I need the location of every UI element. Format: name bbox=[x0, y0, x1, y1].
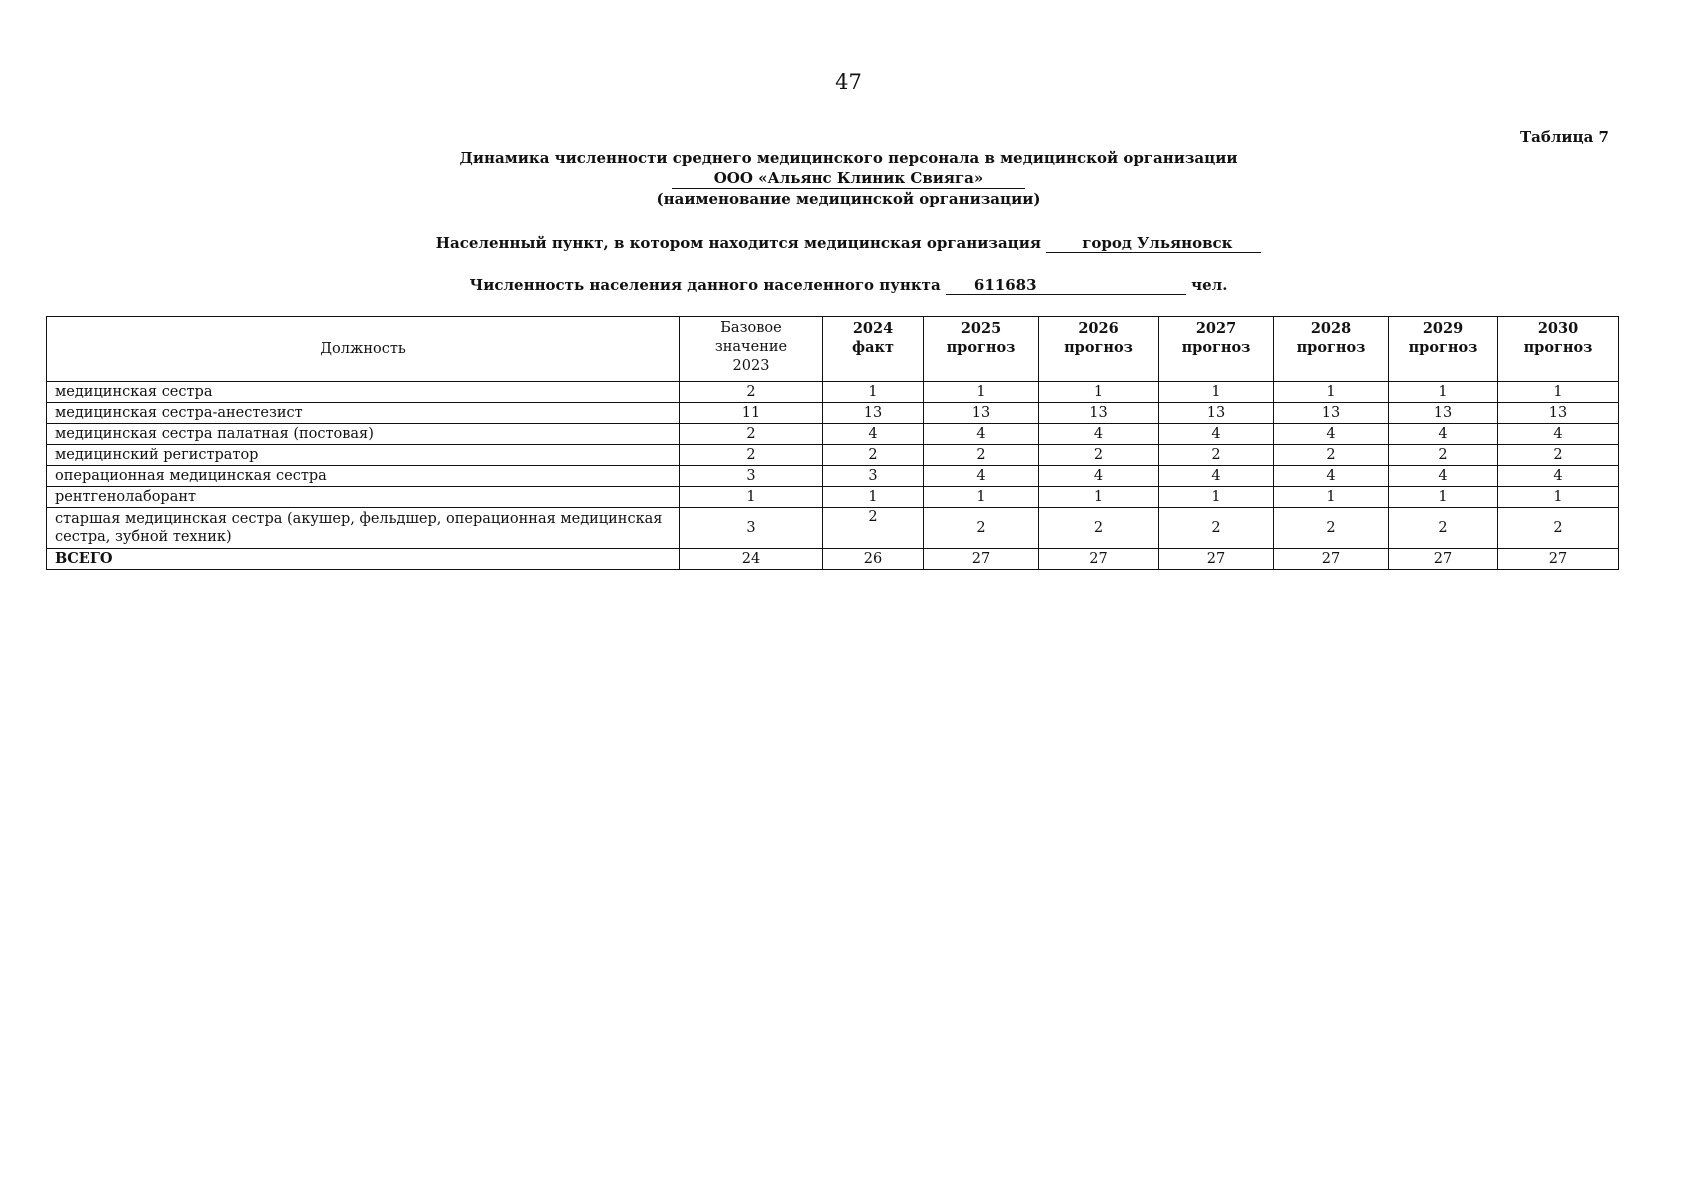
total-cell: 27 bbox=[1159, 549, 1274, 570]
page-number: 47 bbox=[835, 70, 862, 94]
value-cell: 1 bbox=[1389, 382, 1498, 403]
value-cell: 13 bbox=[1039, 403, 1159, 424]
total-cell: 27 bbox=[1389, 549, 1498, 570]
total-cell: 26 bbox=[823, 549, 924, 570]
total-label: ВСЕГО bbox=[47, 549, 680, 570]
settlement-line bbox=[0, 234, 1697, 253]
value-cell: 4 bbox=[1498, 424, 1619, 445]
value-cell: 1 bbox=[924, 382, 1039, 403]
value-cell: 4 bbox=[1389, 466, 1498, 487]
value-cell: 1 bbox=[823, 487, 924, 508]
value-cell: 2 bbox=[680, 424, 823, 445]
staff-table bbox=[46, 316, 1619, 570]
settlement-value: город Ульяновск bbox=[1046, 234, 1261, 253]
total-row bbox=[47, 549, 1619, 570]
year-header: 2028 прогноз bbox=[1274, 317, 1389, 382]
position-cell: рентгенолаборант bbox=[47, 487, 680, 508]
table-row bbox=[47, 382, 1619, 403]
value-cell: 2 bbox=[1498, 508, 1619, 549]
value-cell: 4 bbox=[1159, 424, 1274, 445]
value-cell: 4 bbox=[924, 424, 1039, 445]
settlement-label: Населенный пункт, в котором находится медицинская организация bbox=[435, 234, 1041, 252]
table-row bbox=[47, 424, 1619, 445]
value-cell: 2 bbox=[1274, 445, 1389, 466]
population-value: 611683 bbox=[946, 276, 1186, 295]
value-cell: 2 bbox=[680, 382, 823, 403]
value-cell: 13 bbox=[1159, 403, 1274, 424]
value-cell: 1 bbox=[1274, 382, 1389, 403]
table-row bbox=[47, 403, 1619, 424]
value-cell: 13 bbox=[924, 403, 1039, 424]
value-cell: 4 bbox=[823, 424, 924, 445]
total-cell: 27 bbox=[1498, 549, 1619, 570]
year-header: 2029 прогноз bbox=[1389, 317, 1498, 382]
value-cell: 3 bbox=[680, 466, 823, 487]
table-row bbox=[47, 487, 1619, 508]
value-cell: 2 bbox=[823, 508, 924, 549]
value-cell: 4 bbox=[1274, 466, 1389, 487]
value-cell: 1 bbox=[1389, 487, 1498, 508]
value-cell: 13 bbox=[1498, 403, 1619, 424]
value-cell: 1 bbox=[1498, 487, 1619, 508]
year-header: 2024 факт bbox=[823, 317, 924, 382]
value-cell: 13 bbox=[1389, 403, 1498, 424]
value-cell: 1 bbox=[1159, 382, 1274, 403]
position-header: Должность bbox=[47, 317, 680, 382]
value-cell: 13 bbox=[823, 403, 924, 424]
value-cell: 2 bbox=[1039, 508, 1159, 549]
population-label: Численность населения данного населенного пункта bbox=[469, 276, 941, 294]
total-cell: 27 bbox=[924, 549, 1039, 570]
value-cell: 1 bbox=[823, 382, 924, 403]
year-header: 2026 прогноз bbox=[1039, 317, 1159, 382]
value-cell: 2 bbox=[680, 445, 823, 466]
position-cell: медицинский регистратор bbox=[47, 445, 680, 466]
document-title: Динамика численности среднего медицинского персонала в медицинской организации bbox=[459, 149, 1238, 167]
total-cell: 27 bbox=[1039, 549, 1159, 570]
value-cell: 1 bbox=[1039, 382, 1159, 403]
value-cell: 2 bbox=[1274, 508, 1389, 549]
table-header-row bbox=[47, 317, 1619, 382]
position-cell: медицинская сестра bbox=[47, 382, 680, 403]
value-cell: 1 bbox=[1039, 487, 1159, 508]
year-header: 2030 прогноз bbox=[1498, 317, 1619, 382]
value-cell: 2 bbox=[1498, 445, 1619, 466]
value-cell: 4 bbox=[1039, 466, 1159, 487]
value-cell: 2 bbox=[1159, 508, 1274, 549]
value-cell: 1 bbox=[680, 487, 823, 508]
value-cell: 2 bbox=[1389, 508, 1498, 549]
year-header: 2027 прогноз bbox=[1159, 317, 1274, 382]
value-cell: 11 bbox=[680, 403, 823, 424]
table-row bbox=[47, 445, 1619, 466]
organization-caption: (наименование медицинской организации) bbox=[656, 190, 1041, 208]
total-cell: 27 bbox=[1274, 549, 1389, 570]
value-cell: 2 bbox=[1389, 445, 1498, 466]
table-row bbox=[47, 508, 1619, 549]
value-cell: 1 bbox=[1159, 487, 1274, 508]
value-cell: 2 bbox=[1039, 445, 1159, 466]
title-block bbox=[0, 148, 1697, 209]
value-cell: 3 bbox=[823, 466, 924, 487]
position-cell: операционная медицинская сестра bbox=[47, 466, 680, 487]
year-header: 2025 прогноз bbox=[924, 317, 1039, 382]
value-cell: 1 bbox=[1274, 487, 1389, 508]
position-cell: старшая медицинская сестра (акушер, фельдшер, операционная медицинская сестра, зубной техник) bbox=[47, 508, 680, 549]
table-label: Таблица 7 bbox=[1519, 128, 1609, 146]
value-cell: 1 bbox=[1498, 382, 1619, 403]
population-unit: чел. bbox=[1191, 276, 1228, 294]
value-cell: 4 bbox=[1039, 424, 1159, 445]
position-cell: медицинская сестра-анестезист bbox=[47, 403, 680, 424]
base-header: Базовое значение 2023 bbox=[680, 317, 823, 382]
value-cell: 2 bbox=[1159, 445, 1274, 466]
value-cell: 2 bbox=[823, 445, 924, 466]
value-cell: 1 bbox=[924, 487, 1039, 508]
table-row bbox=[47, 466, 1619, 487]
population-line bbox=[0, 276, 1697, 295]
value-cell: 4 bbox=[1389, 424, 1498, 445]
value-cell: 4 bbox=[1498, 466, 1619, 487]
value-cell: 2 bbox=[924, 445, 1039, 466]
organization-name: ООО «Альянс Клиник Свияга» bbox=[672, 168, 1026, 189]
value-cell: 3 bbox=[680, 508, 823, 549]
value-cell: 13 bbox=[1274, 403, 1389, 424]
total-cell: 24 bbox=[680, 549, 823, 570]
value-cell: 4 bbox=[1159, 466, 1274, 487]
position-cell: медицинская сестра палатная (постовая) bbox=[47, 424, 680, 445]
value-cell: 2 bbox=[924, 508, 1039, 549]
value-cell: 4 bbox=[1274, 424, 1389, 445]
value-cell: 4 bbox=[924, 466, 1039, 487]
